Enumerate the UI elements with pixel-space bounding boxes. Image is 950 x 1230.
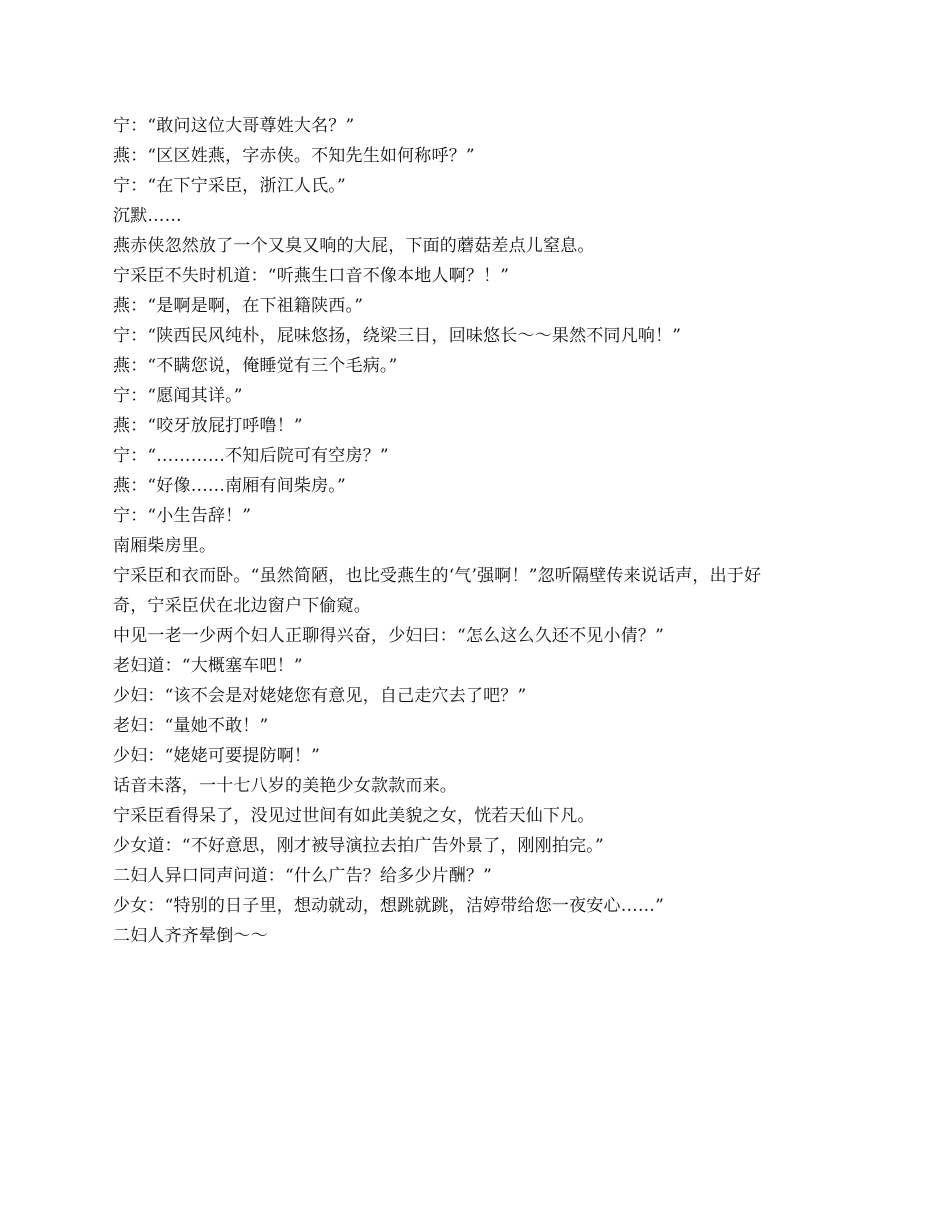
narration-line: 宁采臣和衣而卧。“虽然简陋，也比受燕生的‘气’强啊！”忽听隔壁传来说话声，出于好奇，宁采臣伏在北边窗户下偷窥。 bbox=[113, 566, 762, 616]
dialogue-line: 燕：“咬牙放屁打呼噜！” bbox=[113, 416, 303, 436]
document-body bbox=[113, 111, 793, 951]
dialogue-line: 少妇：“该不会是对姥姥您有意见，自己走穴去了吧？” bbox=[113, 686, 527, 706]
dialogue-line: 少女道：“不好意思，刚才被导演拉去拍广告外景了，刚刚拍完。” bbox=[113, 836, 604, 856]
dialogue-line: 宁：“敢问这位大哥尊姓大名？” bbox=[113, 116, 355, 136]
dialogue-line: 老妇：“量她不敢！” bbox=[113, 716, 269, 736]
dialogue-line: 宁：“在下宁采臣，浙江人氏。” bbox=[113, 176, 346, 196]
dialogue-line: 宁：“陕西民风纯朴，屁味悠扬，绕梁三日，回味悠长～～果然不同凡响！” bbox=[113, 326, 682, 346]
dialogue-line: 燕：“好像……南厢有间柴房。” bbox=[113, 476, 346, 496]
dialogue-line: 少妇：“姥姥可要提防啊！” bbox=[113, 746, 320, 766]
narration-line: 宁采臣看得呆了，没见过世间有如此美貌之女，恍若天仙下凡。 bbox=[113, 806, 595, 826]
dialogue-line: 二妇人异口同声问道：“什么广告？给多少片酬？” bbox=[113, 866, 492, 886]
dialogue-line: 少女：“特别的日子里，想动就动，想跳就跳，洁婷带给您一夜安心……” bbox=[113, 896, 664, 916]
dialogue-line: 燕：“是啊是啊，在下祖籍陕西。” bbox=[113, 296, 364, 316]
dialogue-line: 老妇道：“大概塞车吧！” bbox=[113, 656, 303, 676]
dialogue-line: 宁：“愿闻其详。” bbox=[113, 386, 243, 406]
dialogue-line: 宁采臣不失时机道：“听燕生口音不像本地人啊？！” bbox=[113, 266, 510, 286]
dialogue-line: 宁：“…………不知后院可有空房？” bbox=[113, 446, 389, 466]
narration-line: 中见一老一少两个妇人正聊得兴奋，少妇曰：“怎么这么久还不见小倩？” bbox=[113, 626, 664, 646]
dialogue-line: 燕：“不瞒您说，俺睡觉有三个毛病。” bbox=[113, 356, 398, 376]
narration-line: 话音未落，一十七八岁的美艳少女款款而来。 bbox=[113, 776, 457, 796]
narration-line: 燕赤侠忽然放了一个又臭又响的大屁，下面的蘑菇差点儿窒息。 bbox=[113, 236, 595, 256]
narration-line: 二妇人齐齐晕倒～～ bbox=[113, 926, 268, 946]
dialogue-line: 燕：“区区姓燕，字赤侠。不知先生如何称呼？” bbox=[113, 146, 475, 166]
dialogue-line: 宁：“小生告辞！” bbox=[113, 506, 252, 526]
narration-line: 南厢柴房里。 bbox=[113, 536, 217, 556]
narration-line: 沉默…… bbox=[113, 206, 182, 226]
